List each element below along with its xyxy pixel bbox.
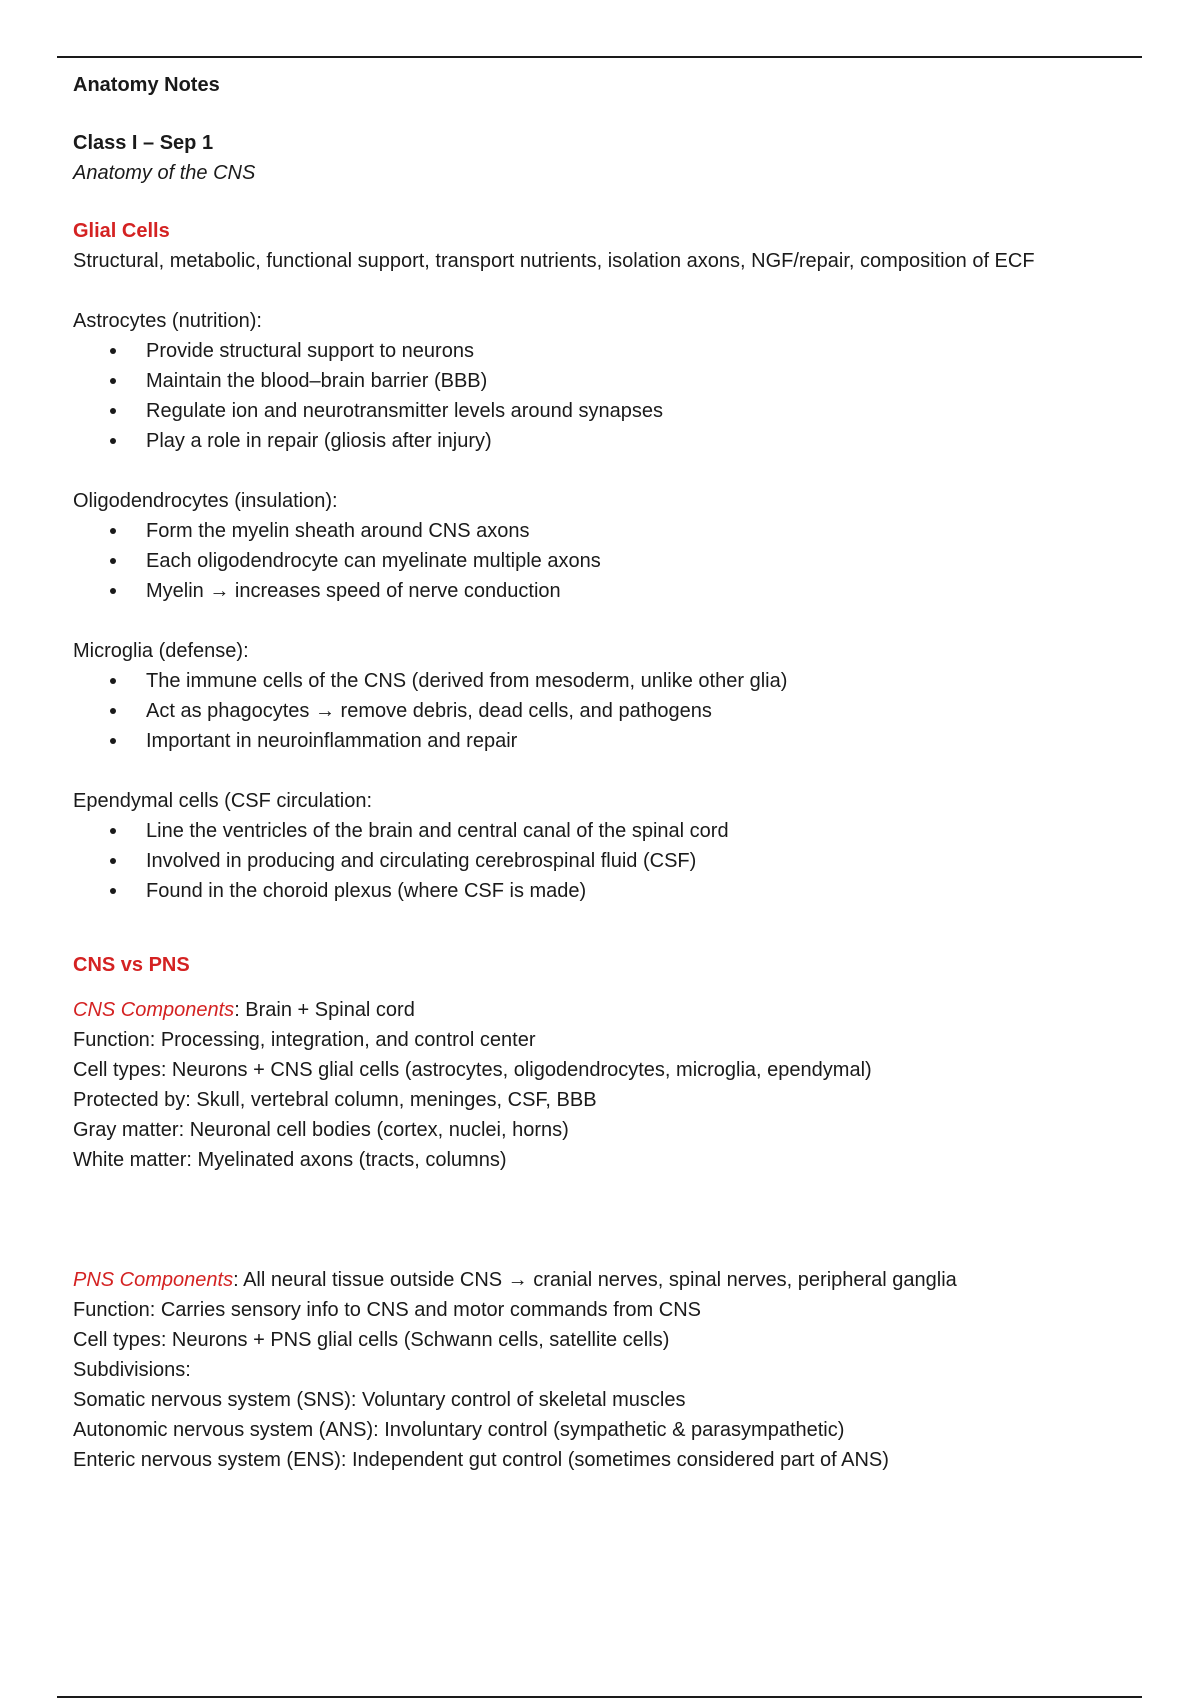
list-item: Form the myelin sheath around CNS axons <box>73 516 1143 546</box>
pns-block <box>73 1265 1143 1475</box>
microglia-section <box>73 636 1143 756</box>
cns-components-label: CNS Components <box>73 999 235 1021</box>
cns-vs-pns-heading: CNS vs PNS <box>73 954 190 976</box>
list-item: The immune cells of the CNS (derived from mesoderm, unlike other glia) <box>73 666 1143 696</box>
pns-line: Function: Carries sensory info to CNS and motor commands from CNS <box>73 1299 701 1321</box>
glial-cells-heading: Glial Cells <box>73 220 170 242</box>
bullet-icon <box>110 588 116 594</box>
ependymal-section <box>73 786 1143 906</box>
list-item: Maintain the blood–brain barrier (BBB) <box>73 366 1143 396</box>
bullet-icon <box>110 558 116 564</box>
list-item: Act as phagocytes → remove debris, dead cells, and pathogens <box>73 696 1143 726</box>
pns-line: Somatic nervous system (SNS): Voluntary control of skeletal muscles <box>73 1389 686 1411</box>
document-title: Anatomy Notes <box>73 74 220 96</box>
pns-line: Enteric nervous system (ENS): Independent gut control (sometimes considered part of ANS) <box>73 1449 889 1471</box>
cns-line: Function: Processing, integration, and control center <box>73 1029 536 1051</box>
list-item: Line the ventricles of the brain and central canal of the spinal cord <box>73 816 1143 846</box>
bullet-icon <box>110 408 116 414</box>
bullet-icon <box>110 708 116 714</box>
cns-line: Cell types: Neurons + CNS glial cells (astrocytes, oligodendrocytes, microglia, ependymal) <box>73 1059 872 1081</box>
ependymal-list <box>73 816 1143 906</box>
cns-line: White matter: Myelinated axons (tracts, columns) <box>73 1149 507 1171</box>
astrocytes-section <box>73 306 1143 456</box>
list-item: Involved in producing and circulating cerebrospinal fluid (CSF) <box>73 846 1143 876</box>
bullet-icon <box>110 438 116 444</box>
pns-line: Cell types: Neurons + PNS glial cells (Schwann cells, satellite cells) <box>73 1329 670 1351</box>
microglia-list <box>73 666 1143 756</box>
cns-line: Gray matter: Neuronal cell bodies (cortex, nuclei, horns) <box>73 1119 569 1141</box>
bullet-icon <box>110 858 116 864</box>
bullet-icon <box>110 738 116 744</box>
list-item: Myelin → increases speed of nerve conduction <box>73 576 1143 606</box>
pns-components-label: PNS Components <box>73 1269 234 1291</box>
bullet-icon <box>110 828 116 834</box>
bottom-divider <box>57 1696 1142 1698</box>
list-item: Provide structural support to neurons <box>73 336 1143 366</box>
class-heading: Class I – Sep 1 <box>73 132 214 154</box>
microglia-title: Microglia (defense): <box>73 640 249 662</box>
notes-page <box>73 70 1143 1475</box>
list-item: Found in the choroid plexus (where CSF is made) <box>73 876 1143 906</box>
list-item: Regulate ion and neurotransmitter levels around synapses <box>73 396 1143 426</box>
cns-components-value: : Brain + Spinal cord <box>234 999 415 1021</box>
bullet-icon <box>110 348 116 354</box>
list-item: Each oligodendrocyte can myelinate multiple axons <box>73 546 1143 576</box>
oligodendrocytes-title: Oligodendrocytes (insulation): <box>73 490 338 512</box>
pns-components-value: : All neural tissue outside CNS → cranial nerves, spinal nerves, peripheral ganglia <box>233 1269 957 1291</box>
list-item: Play a role in repair (gliosis after injury) <box>73 426 1143 456</box>
bullet-icon <box>110 678 116 684</box>
pns-line: Subdivisions: <box>73 1359 191 1381</box>
cns-components-line <box>73 995 1143 1025</box>
list-item: Important in neuroinflammation and repair <box>73 726 1143 756</box>
class-subtitle: Anatomy of the CNS <box>73 162 256 184</box>
cns-line: Protected by: Skull, vertebral column, meninges, CSF, BBB <box>73 1089 597 1111</box>
bullet-icon <box>110 528 116 534</box>
pns-components-line <box>73 1265 1143 1295</box>
bullet-icon <box>110 378 116 384</box>
oligodendrocytes-section <box>73 486 1143 606</box>
astrocytes-list <box>73 336 1143 456</box>
ependymal-title: Ependymal cells (CSF circulation: <box>73 790 372 812</box>
pns-line: Autonomic nervous system (ANS): Involuntary control (sympathetic & parasympathetic) <box>73 1419 845 1441</box>
glial-cells-summary: Structural, metabolic, functional support, transport nutrients, isolation axons, NGF/repair, composition of ECF <box>73 250 1035 272</box>
top-divider <box>57 56 1142 58</box>
astrocytes-title: Astrocytes (nutrition): <box>73 310 262 332</box>
bullet-icon <box>110 888 116 894</box>
oligodendrocytes-list <box>73 516 1143 606</box>
cns-block <box>73 995 1143 1175</box>
